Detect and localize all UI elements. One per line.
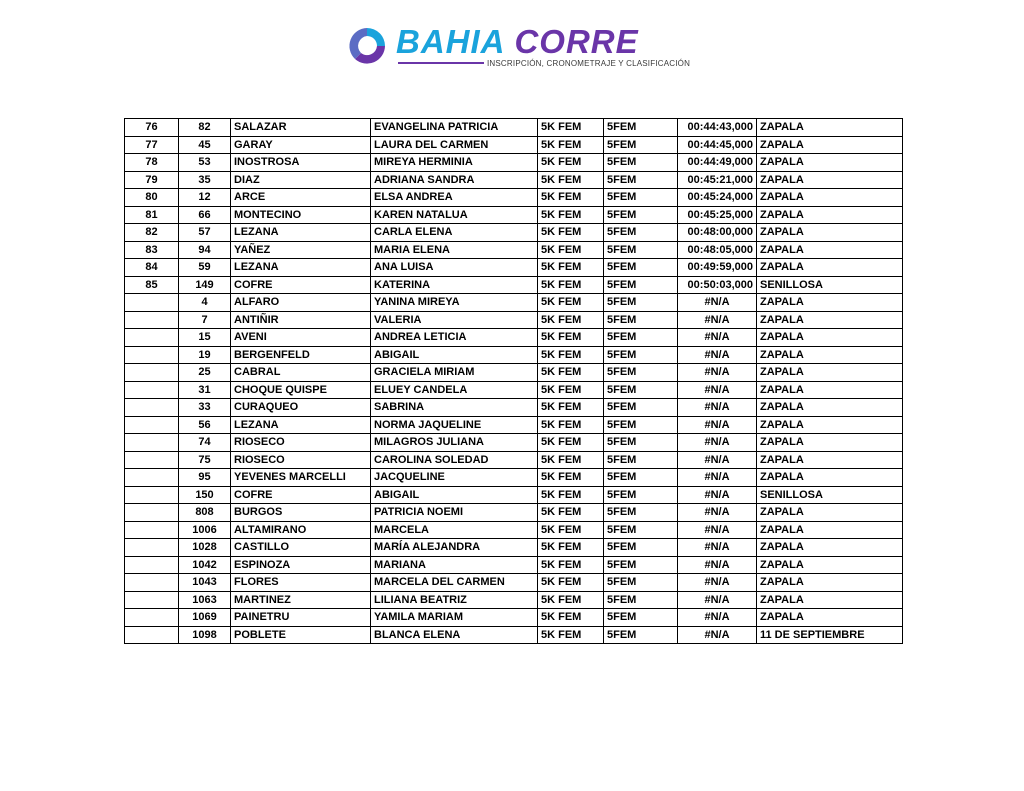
first-name-cell: EVANGELINA PATRICIA (371, 119, 538, 137)
first-name-cell: KATERINA (371, 276, 538, 294)
surname-cell: SALAZAR (231, 119, 371, 137)
position-cell: 76 (125, 119, 179, 137)
time-cell: #N/A (678, 451, 757, 469)
bib-number-cell: 4 (179, 294, 231, 312)
table-row (125, 136, 903, 154)
first-name-cell: SABRINA (371, 399, 538, 417)
category-cell: 5FEM (604, 381, 678, 399)
category-cell: 5FEM (604, 434, 678, 452)
time-cell: #N/A (678, 469, 757, 487)
category-cell: 5FEM (604, 346, 678, 364)
surname-cell: LEZANA (231, 224, 371, 242)
distance-cell: 5K FEM (538, 241, 604, 259)
distance-cell: 5K FEM (538, 469, 604, 487)
city-cell: ZAPALA (757, 241, 903, 259)
surname-cell: RIOSECO (231, 434, 371, 452)
city-cell: ZAPALA (757, 434, 903, 452)
first-name-cell: VALERIA (371, 311, 538, 329)
first-name-cell: ABIGAIL (371, 346, 538, 364)
bib-number-cell: 149 (179, 276, 231, 294)
surname-cell: GARAY (231, 136, 371, 154)
first-name-cell: MARCELA (371, 521, 538, 539)
first-name-cell: MILAGROS JULIANA (371, 434, 538, 452)
city-cell: ZAPALA (757, 311, 903, 329)
first-name-cell: LILIANA BEATRIZ (371, 591, 538, 609)
category-cell: 5FEM (604, 591, 678, 609)
distance-cell: 5K FEM (538, 364, 604, 382)
first-name-cell: CAROLINA SOLEDAD (371, 451, 538, 469)
time-cell: #N/A (678, 539, 757, 557)
bib-number-cell: 15 (179, 329, 231, 347)
position-cell (125, 469, 179, 487)
surname-cell: ESPINOZA (231, 556, 371, 574)
table-row (125, 364, 903, 382)
category-cell: 5FEM (604, 241, 678, 259)
logo-wordmark (396, 24, 639, 60)
category-cell: 5FEM (604, 311, 678, 329)
category-cell: 5FEM (604, 399, 678, 417)
table-row (125, 311, 903, 329)
position-cell (125, 626, 179, 644)
distance-cell: 5K FEM (538, 434, 604, 452)
category-cell: 5FEM (604, 364, 678, 382)
surname-cell: MONTECINO (231, 206, 371, 224)
distance-cell: 5K FEM (538, 574, 604, 592)
city-cell: SENILLOSA (757, 276, 903, 294)
surname-cell: YEVENES MARCELLI (231, 469, 371, 487)
results-table (124, 118, 903, 644)
bib-number-cell: 150 (179, 486, 231, 504)
position-cell (125, 399, 179, 417)
bib-number-cell: 95 (179, 469, 231, 487)
city-cell: ZAPALA (757, 171, 903, 189)
time-cell: #N/A (678, 311, 757, 329)
first-name-cell: BLANCA ELENA (371, 626, 538, 644)
surname-cell: CASTILLO (231, 539, 371, 557)
position-cell (125, 504, 179, 522)
logo-underline (398, 62, 484, 64)
city-cell: ZAPALA (757, 224, 903, 242)
position-cell (125, 574, 179, 592)
bib-number-cell: 31 (179, 381, 231, 399)
category-cell: 5FEM (604, 574, 678, 592)
surname-cell: BURGOS (231, 504, 371, 522)
city-cell: ZAPALA (757, 416, 903, 434)
city-cell: ZAPALA (757, 521, 903, 539)
bib-number-cell: 75 (179, 451, 231, 469)
position-cell: 78 (125, 154, 179, 172)
category-cell: 5FEM (604, 259, 678, 277)
city-cell: ZAPALA (757, 294, 903, 312)
time-cell: #N/A (678, 486, 757, 504)
bib-number-cell: 35 (179, 171, 231, 189)
position-cell (125, 486, 179, 504)
table-row (125, 154, 903, 172)
first-name-cell: CARLA ELENA (371, 224, 538, 242)
first-name-cell: ADRIANA SANDRA (371, 171, 538, 189)
first-name-cell: ABIGAIL (371, 486, 538, 504)
runner-swirl-icon (346, 25, 388, 67)
bib-number-cell: 1042 (179, 556, 231, 574)
distance-cell: 5K FEM (538, 451, 604, 469)
category-cell: 5FEM (604, 504, 678, 522)
bib-number-cell: 808 (179, 504, 231, 522)
position-cell: 77 (125, 136, 179, 154)
surname-cell: MARTINEZ (231, 591, 371, 609)
distance-cell: 5K FEM (538, 206, 604, 224)
surname-cell: BERGENFELD (231, 346, 371, 364)
table-row (125, 224, 903, 242)
position-cell (125, 609, 179, 627)
surname-cell: POBLETE (231, 626, 371, 644)
distance-cell: 5K FEM (538, 154, 604, 172)
distance-cell: 5K FEM (538, 136, 604, 154)
category-cell: 5FEM (604, 469, 678, 487)
table-row (125, 206, 903, 224)
city-cell: 11 DE SEPTIEMBRE (757, 626, 903, 644)
bib-number-cell: 33 (179, 399, 231, 417)
distance-cell: 5K FEM (538, 609, 604, 627)
first-name-cell: MARCELA DEL CARMEN (371, 574, 538, 592)
city-cell: ZAPALA (757, 399, 903, 417)
city-cell: ZAPALA (757, 136, 903, 154)
city-cell: ZAPALA (757, 539, 903, 557)
time-cell: 00:45:24,000 (678, 189, 757, 207)
first-name-cell: GRACIELA MIRIAM (371, 364, 538, 382)
time-cell: 00:45:25,000 (678, 206, 757, 224)
table-row (125, 591, 903, 609)
bib-number-cell: 66 (179, 206, 231, 224)
first-name-cell: YANINA MIREYA (371, 294, 538, 312)
table-row (125, 294, 903, 312)
distance-cell: 5K FEM (538, 539, 604, 557)
category-cell: 5FEM (604, 276, 678, 294)
bib-number-cell: 25 (179, 364, 231, 382)
first-name-cell: PATRICIA NOEMI (371, 504, 538, 522)
first-name-cell: MIREYA HERMINIA (371, 154, 538, 172)
distance-cell: 5K FEM (538, 346, 604, 364)
distance-cell: 5K FEM (538, 294, 604, 312)
bib-number-cell: 56 (179, 416, 231, 434)
table-row (125, 276, 903, 294)
distance-cell: 5K FEM (538, 416, 604, 434)
position-cell (125, 434, 179, 452)
surname-cell: ANTIÑIR (231, 311, 371, 329)
surname-cell: INOSTROSA (231, 154, 371, 172)
table-row (125, 329, 903, 347)
bib-number-cell: 7 (179, 311, 231, 329)
time-cell: #N/A (678, 626, 757, 644)
bib-number-cell: 1006 (179, 521, 231, 539)
table-row (125, 119, 903, 137)
table-row (125, 451, 903, 469)
time-cell: 00:48:05,000 (678, 241, 757, 259)
position-cell (125, 591, 179, 609)
distance-cell: 5K FEM (538, 224, 604, 242)
table-row (125, 381, 903, 399)
surname-cell: FLORES (231, 574, 371, 592)
city-cell: ZAPALA (757, 504, 903, 522)
time-cell: #N/A (678, 416, 757, 434)
position-cell: 83 (125, 241, 179, 259)
distance-cell: 5K FEM (538, 521, 604, 539)
surname-cell: CABRAL (231, 364, 371, 382)
table-row (125, 259, 903, 277)
time-cell: 00:45:21,000 (678, 171, 757, 189)
distance-cell: 5K FEM (538, 119, 604, 137)
position-cell (125, 451, 179, 469)
distance-cell: 5K FEM (538, 189, 604, 207)
position-cell (125, 381, 179, 399)
distance-cell: 5K FEM (538, 556, 604, 574)
city-cell: ZAPALA (757, 364, 903, 382)
distance-cell: 5K FEM (538, 504, 604, 522)
first-name-cell: ANDREA LETICIA (371, 329, 538, 347)
position-cell (125, 521, 179, 539)
category-cell: 5FEM (604, 486, 678, 504)
table-row (125, 574, 903, 592)
bib-number-cell: 1063 (179, 591, 231, 609)
distance-cell: 5K FEM (538, 591, 604, 609)
city-cell: ZAPALA (757, 154, 903, 172)
table-row (125, 469, 903, 487)
category-cell: 5FEM (604, 171, 678, 189)
position-cell: 85 (125, 276, 179, 294)
city-cell: ZAPALA (757, 574, 903, 592)
time-cell: #N/A (678, 346, 757, 364)
surname-cell: COFRE (231, 276, 371, 294)
bib-number-cell: 94 (179, 241, 231, 259)
first-name-cell: YAMILA MARIAM (371, 609, 538, 627)
surname-cell: LEZANA (231, 259, 371, 277)
table-row (125, 486, 903, 504)
category-cell: 5FEM (604, 154, 678, 172)
distance-cell: 5K FEM (538, 171, 604, 189)
table-row (125, 504, 903, 522)
surname-cell: ALFARO (231, 294, 371, 312)
surname-cell: CURAQUEO (231, 399, 371, 417)
time-cell: #N/A (678, 434, 757, 452)
first-name-cell: NORMA JAQUELINE (371, 416, 538, 434)
bib-number-cell: 53 (179, 154, 231, 172)
position-cell (125, 329, 179, 347)
category-cell: 5FEM (604, 329, 678, 347)
category-cell: 5FEM (604, 521, 678, 539)
bib-number-cell: 82 (179, 119, 231, 137)
surname-cell: LEZANA (231, 416, 371, 434)
distance-cell: 5K FEM (538, 399, 604, 417)
surname-cell: CHOQUE QUISPE (231, 381, 371, 399)
position-cell (125, 311, 179, 329)
city-cell: ZAPALA (757, 329, 903, 347)
city-cell: SENILLOSA (757, 486, 903, 504)
position-cell: 84 (125, 259, 179, 277)
time-cell: #N/A (678, 574, 757, 592)
surname-cell: ARCE (231, 189, 371, 207)
position-cell: 79 (125, 171, 179, 189)
bib-number-cell: 45 (179, 136, 231, 154)
first-name-cell: ANA LUISA (371, 259, 538, 277)
position-cell (125, 294, 179, 312)
first-name-cell: LAURA DEL CARMEN (371, 136, 538, 154)
position-cell (125, 364, 179, 382)
time-cell: #N/A (678, 556, 757, 574)
logo-word-corre: CORRE (514, 23, 639, 60)
first-name-cell: MARIANA (371, 556, 538, 574)
position-cell (125, 539, 179, 557)
category-cell: 5FEM (604, 119, 678, 137)
category-cell: 5FEM (604, 224, 678, 242)
bib-number-cell: 1043 (179, 574, 231, 592)
time-cell: #N/A (678, 329, 757, 347)
category-cell: 5FEM (604, 556, 678, 574)
time-cell: 00:44:43,000 (678, 119, 757, 137)
distance-cell: 5K FEM (538, 626, 604, 644)
time-cell: #N/A (678, 381, 757, 399)
city-cell: ZAPALA (757, 609, 903, 627)
table-row (125, 346, 903, 364)
city-cell: ZAPALA (757, 556, 903, 574)
city-cell: ZAPALA (757, 451, 903, 469)
city-cell: ZAPALA (757, 346, 903, 364)
position-cell: 81 (125, 206, 179, 224)
category-cell: 5FEM (604, 189, 678, 207)
city-cell: ZAPALA (757, 469, 903, 487)
surname-cell: DIAZ (231, 171, 371, 189)
position-cell (125, 346, 179, 364)
table-row (125, 416, 903, 434)
first-name-cell: MARIA ELENA (371, 241, 538, 259)
time-cell: 00:48:00,000 (678, 224, 757, 242)
category-cell: 5FEM (604, 416, 678, 434)
table-row (125, 539, 903, 557)
table-row (125, 189, 903, 207)
city-cell: ZAPALA (757, 119, 903, 137)
table-row (125, 434, 903, 452)
first-name-cell: JACQUELINE (371, 469, 538, 487)
table-row (125, 241, 903, 259)
distance-cell: 5K FEM (538, 311, 604, 329)
category-cell: 5FEM (604, 294, 678, 312)
time-cell: 00:50:03,000 (678, 276, 757, 294)
bib-number-cell: 59 (179, 259, 231, 277)
table-row (125, 521, 903, 539)
time-cell: 00:44:45,000 (678, 136, 757, 154)
category-cell: 5FEM (604, 451, 678, 469)
bib-number-cell: 74 (179, 434, 231, 452)
table-row (125, 609, 903, 627)
bib-number-cell: 57 (179, 224, 231, 242)
logo-word-bahia: BAHIA (396, 23, 505, 60)
city-cell: ZAPALA (757, 381, 903, 399)
distance-cell: 5K FEM (538, 381, 604, 399)
surname-cell: ALTAMIRANO (231, 521, 371, 539)
distance-cell: 5K FEM (538, 276, 604, 294)
category-cell: 5FEM (604, 609, 678, 627)
surname-cell: PAINETRU (231, 609, 371, 627)
first-name-cell: ELUEY CANDELA (371, 381, 538, 399)
city-cell: ZAPALA (757, 259, 903, 277)
bib-number-cell: 1069 (179, 609, 231, 627)
surname-cell: YAÑEZ (231, 241, 371, 259)
bib-number-cell: 1098 (179, 626, 231, 644)
surname-cell: AVENI (231, 329, 371, 347)
logo-tagline: INSCRIPCIÓN, CRONOMETRAJE Y CLASIFICACIÓN (487, 59, 691, 68)
position-cell (125, 556, 179, 574)
first-name-cell: KAREN NATALUA (371, 206, 538, 224)
distance-cell: 5K FEM (538, 329, 604, 347)
table-row (125, 399, 903, 417)
time-cell: #N/A (678, 399, 757, 417)
first-name-cell: MARÍA ALEJANDRA (371, 539, 538, 557)
category-cell: 5FEM (604, 136, 678, 154)
time-cell: #N/A (678, 609, 757, 627)
results-table-body (125, 119, 903, 644)
category-cell: 5FEM (604, 206, 678, 224)
distance-cell: 5K FEM (538, 259, 604, 277)
category-cell: 5FEM (604, 626, 678, 644)
time-cell: #N/A (678, 364, 757, 382)
time-cell: 00:44:49,000 (678, 154, 757, 172)
bahia-corre-logo (346, 22, 691, 72)
city-cell: ZAPALA (757, 189, 903, 207)
city-cell: ZAPALA (757, 591, 903, 609)
position-cell: 80 (125, 189, 179, 207)
table-row (125, 626, 903, 644)
first-name-cell: ELSA ANDREA (371, 189, 538, 207)
surname-cell: COFRE (231, 486, 371, 504)
time-cell: 00:49:59,000 (678, 259, 757, 277)
time-cell: #N/A (678, 521, 757, 539)
distance-cell: 5K FEM (538, 486, 604, 504)
time-cell: #N/A (678, 294, 757, 312)
city-cell: ZAPALA (757, 206, 903, 224)
position-cell: 82 (125, 224, 179, 242)
bib-number-cell: 12 (179, 189, 231, 207)
surname-cell: RIOSECO (231, 451, 371, 469)
position-cell (125, 416, 179, 434)
bib-number-cell: 1028 (179, 539, 231, 557)
table-row (125, 556, 903, 574)
time-cell: #N/A (678, 591, 757, 609)
bib-number-cell: 19 (179, 346, 231, 364)
time-cell: #N/A (678, 504, 757, 522)
table-row (125, 171, 903, 189)
category-cell: 5FEM (604, 539, 678, 557)
